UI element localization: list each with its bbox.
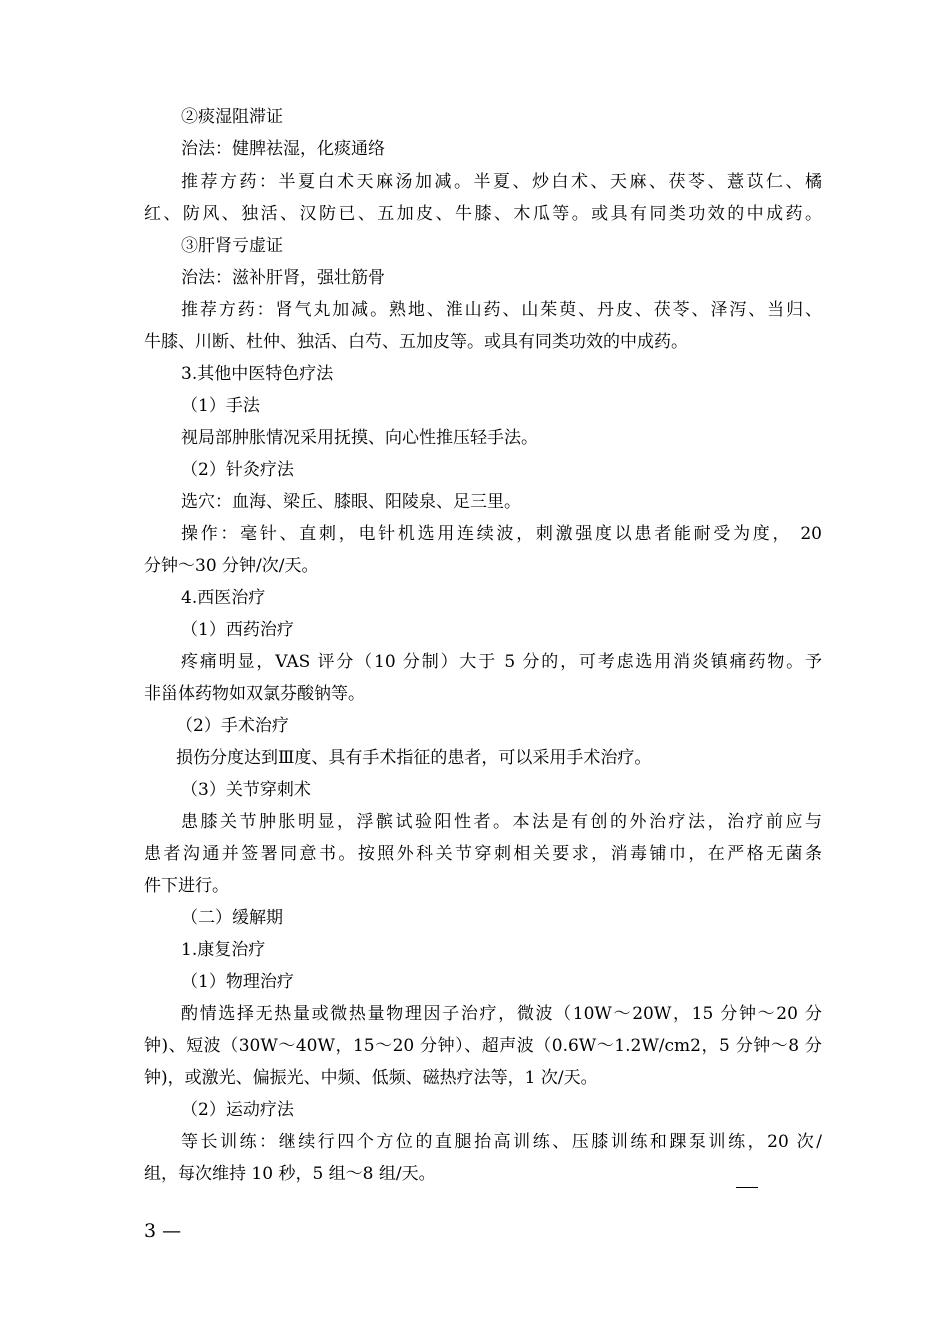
heading-liver-kidney: ③肝肾亏虚证 (181, 236, 283, 256)
subheading-puncture: （3）关节穿刺术 (181, 780, 311, 800)
body-text-line: 操作：毫针、直刺，电针机选用连续波，刺激强度以患者能耐受为度， 20 (181, 524, 822, 544)
body-text-line: 损伤分度达到Ⅲ度、具有手术指征的患者，可以采用手术治疗。 (176, 748, 652, 768)
body-text-line-cont: 患者沟通并签署同意书。按照外科关节穿刺相关要求，消毒铺巾，在严格无菌条 (144, 844, 822, 864)
subheading-drug-therapy: （1）西药治疗 (181, 620, 294, 640)
treatment-method-line: 治法：健脾祛湿，化痰通络 (181, 139, 385, 159)
body-text-line-cont: 钟)，或激光、偏振光、中频、低频、磁热疗法等，1 次/天。 (144, 1068, 598, 1088)
treatment-method-line: 治法：滋补肝肾，强壮筋骨 (181, 268, 385, 288)
subheading-acupuncture: （2）针灸疗法 (181, 460, 294, 480)
prescription-line-cont: 红、防风、独活、汉防已、五加皮、牛膝、木瓜等。或具有同类功效的中成药。 (144, 204, 822, 224)
prescription-line: 推荐方药：半夏白术天麻汤加减。半夏、炒白术、天麻、茯苓、薏苡仁、橘 (181, 172, 822, 192)
page-number: 3 — (144, 1220, 182, 1242)
body-text-line-cont: 钟)、短波（30W～40W，15～20 分钟）、超声波（0.6W～1.2W/cm2，5 分钟～8 分 (144, 1036, 822, 1056)
section-heading-western: 4.西医治疗 (181, 588, 266, 608)
subheading-exercise-therapy: （2）运动疗法 (181, 1100, 294, 1120)
section-heading-remission: （二）缓解期 (181, 908, 283, 928)
body-text-line: 选穴：血海、梁丘、膝眼、阳陵泉、足三里。 (181, 492, 521, 512)
subheading-surgery: （2）手术治疗 (176, 716, 289, 736)
body-text-line-cont: 件下进行。 (144, 876, 229, 896)
footer-dash (736, 1187, 758, 1188)
body-text-line: 疼痛明显，VAS 评分（10 分制）大于 5 分的，可考虑选用消炎镇痛药物。予 (181, 652, 822, 672)
body-text-line-cont: 组，每次维持 10 秒，5 组～8 组/天。 (144, 1164, 436, 1184)
body-text-line: 等长训练：继续行四个方位的直腿抬高训练、压膝训练和踝泵训练，20 次/ (181, 1132, 822, 1152)
heading-phlegm-damp: ②痰湿阻滞证 (181, 107, 283, 127)
subheading-manipulation: （1）手法 (181, 396, 260, 416)
body-text-line: 患膝关节肿胀明显，浮髌试验阳性者。本法是有创的外治疗法，治疗前应与 (181, 812, 822, 832)
subheading-physical-therapy: （1）物理治疗 (181, 972, 294, 992)
body-text-line: 视局部肿胀情况采用抚摸、向心性推压轻手法。 (181, 428, 538, 448)
section-heading-tcm: 3.其他中医特色疗法 (181, 364, 334, 384)
prescription-line-cont: 牛膝、川断、杜仲、独活、白芍、五加皮等。或具有同类功效的中成药。 (144, 332, 688, 352)
prescription-line: 推荐方药：肾气丸加减。熟地、淮山药、山茱萸、丹皮、茯苓、泽泻、当归、 (181, 300, 822, 320)
body-text-line-cont: 非甾体药物如双氯芬酸钠等。 (144, 684, 365, 704)
body-text-line-cont: 分钟～30 分钟/次/天。 (144, 556, 319, 576)
section-heading-rehab: 1.康复治疗 (181, 940, 266, 960)
body-text-line: 酌情选择无热量或微热量物理因子治疗，微波（10W～20W，15 分钟～20 分 (181, 1004, 822, 1024)
